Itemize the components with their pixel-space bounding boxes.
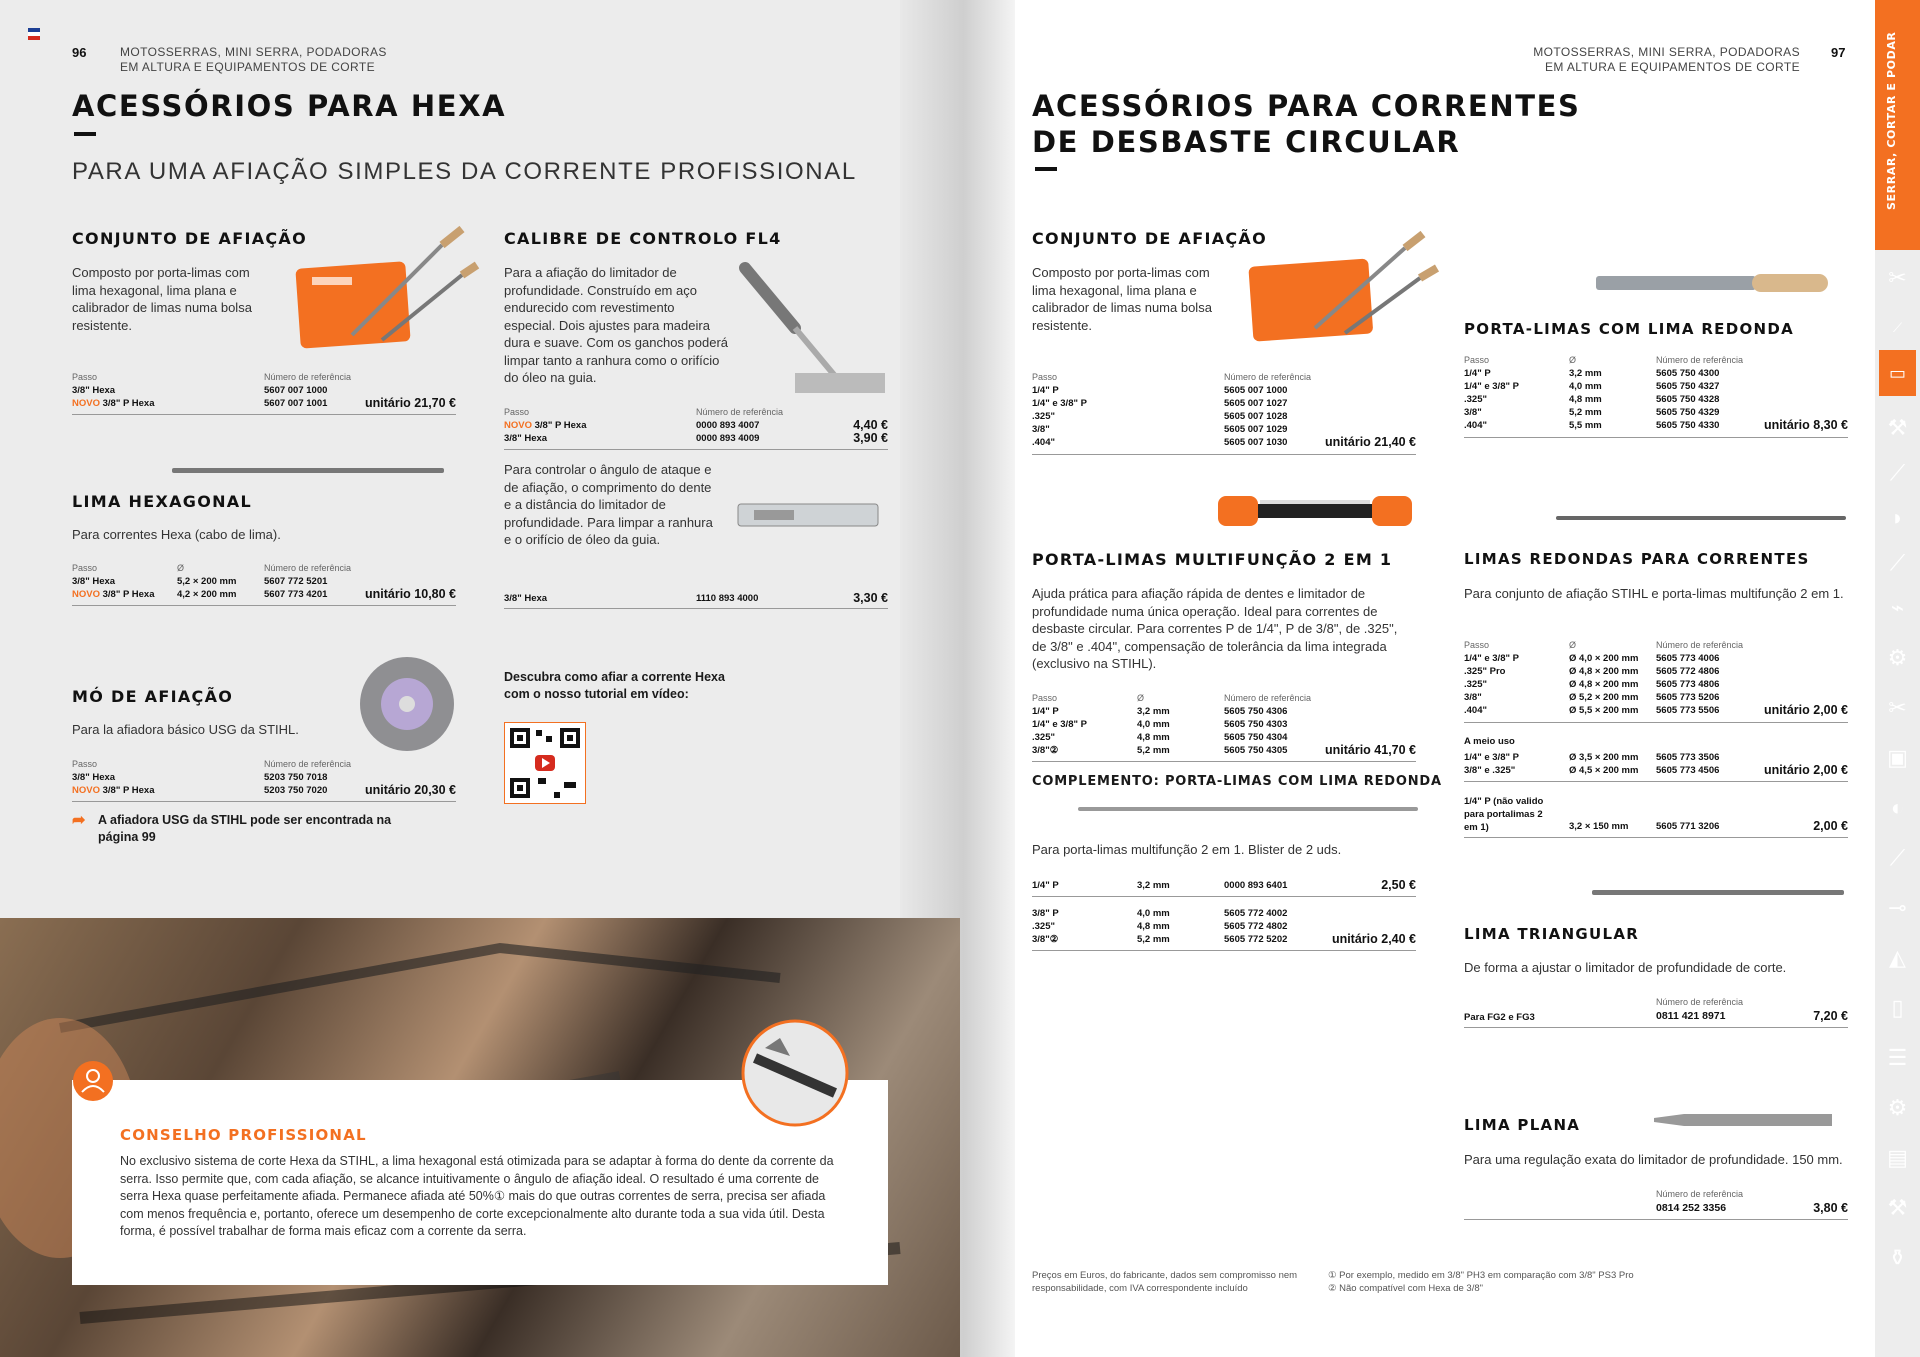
pro-tip-text: No exclusivo sistema de corte Hexa da STIHL, a lima hexagonal está otimizada para se adaptar à forma do dente da corrente da serra. Isso permite que, com cada afiação, se alcance intuitivamente o ângulo de afiação ideal. O resultado é uma corrente de serra Hexa quase perfeitamente afiada. Permanece afiada até 50%① mais do que outras correntes de serra, precisa ser afiada com menos frequência e, portanto, oferece um desempenho de corte excepcionalmente alto durante toda a sua vida útil. Desta forma, é possível trabalhar de forma mais eficaz com a corrente da serra. [120, 1154, 834, 1239]
product-table: Passo Número de referência NOVO 3/8" P Hexa 0000 893 4007 4,40 € 3/8" Hexa 0000 893 4009 3,90 € [504, 407, 888, 449]
section-desc: Para porta-limas multifunção 2 em 1. Blister de 2 uds. [1032, 842, 1342, 857]
section-desc: Para uma regulação exata do limitador de profundidade. 150 mm. [1464, 1152, 1843, 1167]
sharpening-kit-image [1245, 228, 1445, 348]
vacuum-icon[interactable]: ◐ [1890, 795, 1905, 820]
price: 3,90 € [853, 431, 888, 445]
section-desc: Para correntes Hexa (cabo de lima). [72, 527, 281, 542]
page-title-left: ACESSÓRIOS PARA HEXA [72, 89, 507, 123]
pro-tip-icon [72, 1060, 114, 1102]
section-title: COMPLEMENTO: PORTA-LIMAS COM LIMA REDONDA [1032, 774, 1442, 789]
section-desc: Composto por porta-limas com lima hexagonal, lima plana e calibrador de limas numa bolsa resistente. [72, 265, 252, 333]
price: 3,30 € [853, 591, 888, 605]
price: unitário 2,40 € [1331, 932, 1416, 946]
section-desc: Ajuda prática para afiação rápida de dentes e limitador de profundidade numa única operação. Ideal para correntes de desbaste circular. Para correntes P de 1/4", P de 3/8", de .325", de 3/8" e .404", compensação de tolerância da lima integrada (exclusivo na STIHL). [1032, 586, 1398, 671]
drill-icon[interactable]: ⊸ [1888, 895, 1907, 920]
triangular-file-image [1592, 890, 1844, 900]
pro-tip-title: CONSELHO PROFISSIONAL [120, 1126, 367, 1144]
product-table: Passo Ø Número de referência 1/4" P 3,2 mm 5605 750 4300 1/4" e 3/8" P 4,0 mm 5605 750 4327 .325" 4,8 mm 5605 750 4328 3/8" 5,2 mm 5605 750 4329 .404" 5,5 mm 5605 750 4330 unitário 8,30 € [1464, 355, 1848, 435]
section-desc: Para la afiadora básico USG da STIHL. [72, 722, 299, 737]
flag-icon [28, 28, 40, 40]
file-tool-icon-active[interactable]: ▭ [1879, 350, 1916, 396]
multi-file-holder-image [1210, 490, 1420, 532]
hedge-icon[interactable]: ⟋ [1889, 550, 1906, 575]
product-table: 1/4" P (não valido para portalimas 2 em 1) 3,2 × 150 mm 5605 771 3206 2,00 € [1464, 795, 1848, 837]
price: 4,40 € [853, 418, 888, 432]
file-image [172, 468, 444, 476]
gear-icon[interactable]: ⚙ [1887, 1095, 1908, 1120]
price: unitário 41,70 € [1324, 743, 1416, 757]
chain-closeup-image [740, 1018, 850, 1128]
trimmer-icon[interactable]: ⟋ [1889, 460, 1906, 485]
section-desc: De forma a ajustar o limitador de profundidade de corte. [1464, 960, 1787, 975]
cleaner-icon[interactable]: ▣ [1887, 745, 1908, 770]
section-desc: Para a afiação do limitador de profundidade. Construído em aço endurecido com revestimento especial. Dois ajustes para madeira dura e suave. Com os ganchos poderá limpar tanto a ranhura como o orifício do óleo na guia. [504, 265, 729, 385]
price: 3,80 € [1813, 1201, 1848, 1215]
file-holder-image [1592, 268, 1832, 298]
section-title: LIMAS REDONDAS PARA CORRENTES [1464, 550, 1810, 568]
running-header-right: MOTOSSERRAS, MINI SERRA, PODADORAS EM ALTURA E EQUIPAMENTOS DE CORTE [1533, 45, 1800, 74]
section-title: CALIBRE DE CONTROLO FL4 [504, 229, 782, 248]
product-table: 3/8" Hexa 1110 893 4000 3,30 € [504, 590, 888, 610]
footnotes: ① Por exemplo, medido em 3/8" PH3 em comparação com 3/8" PS3 Pro ② Não compatível com Hexa de 3/8" [1328, 1270, 1634, 1294]
section-title: PORTA-LIMAS COM LIMA REDONDA [1464, 320, 1795, 338]
price: unitário 20,30 € [364, 783, 456, 797]
product-table: 1/4" P 3,2 mm 0000 893 6401 2,50 € [1032, 877, 1416, 897]
product-table: Passo Número de referência 3/8" Hexa 5203 750 7018 NOVO 3/8" P Hexa 5203 750 7020 unitário 20,30 € [72, 759, 456, 801]
pruner-icon[interactable]: ⟋ [1892, 320, 1903, 335]
list-icon[interactable]: ☰ [1887, 1045, 1908, 1070]
product-table: Número de referência Para FG2 e FG3 0811 421 8971 7,20 € [1464, 997, 1848, 1027]
price: unitário 2,00 € [1763, 763, 1848, 777]
brush-icon[interactable]: ⌁ [1890, 595, 1905, 620]
page-number-right: 97 [1831, 45, 1846, 60]
price: 2,00 € [1813, 819, 1848, 833]
page-title-right: ACESSÓRIOS PARA CORRENTES DE DESBASTE CIRCULAR [1032, 89, 1581, 159]
section-desc: Para controlar o ângulo de ataque e de afiação, o comprimento do dente e a distância do limitador de profundidade. Para limpar a ranhura e o orifício de óleo da guia. [504, 462, 713, 547]
product-table: Passo Ø Número de referência 3/8" Hexa 5,2 × 200 mm 5607 772 5201 NOVO 3/8" P Hexa 4,2 × 200 mm 5607 773 4201 unitário 10,80 € [72, 563, 456, 605]
blower-icon[interactable]: ◗ [1890, 505, 1905, 530]
section-title: LIMA TRIANGULAR [1464, 925, 1640, 943]
product-table: Passo Ø Número de referência 1/4" e 3/8" P Ø 4,0 × 200 mm 5605 773 4006 .325" Pro Ø 4,8 × 200 mm 5605 772 4806 .325" Ø 4,8 × 200 mm 5605 773 4806 3/8" Ø 5,2 × 200 mm 5605 773 5206 .404" Ø 5,5 × 200 mm 5605 773 5506 unitário 2,00 € [1464, 640, 1848, 722]
product-table: Passo Número de referência 1/4" P 5605 007 1000 1/4" e 3/8" P 5605 007 1027 .325" 5605 007 1028 3/8" 5605 007 1029 .404" 5605 007 1030 unitário 21,40 € [1032, 372, 1416, 452]
video-tutorial-text: Descubra como afiar a corrente Hexa com o nosso tutorial em vídeo: [504, 670, 725, 701]
section-title: CONJUNTO DE AFIAÇÃO [1032, 229, 1268, 248]
sprayer-icon[interactable]: ⟋ [1889, 845, 1906, 870]
round-file-image [1078, 807, 1418, 815]
price: unitário 21,70 € [364, 396, 456, 410]
footnote-prices: Preços em Euros, do fabricante, dados sem compromisso nem responsabilidade, com IVA correspondente incluído [1032, 1270, 1298, 1294]
price: unitário 2,00 € [1763, 703, 1848, 717]
section-title: MÓ DE AFIAÇÃO [72, 687, 234, 706]
shears-icon[interactable]: ✂ [1888, 695, 1907, 720]
chapter-label: SERRAR, CORTAR E PODAR [1885, 31, 1898, 210]
round-file-image [1556, 516, 1846, 524]
section-title: LIMA HEXAGONAL [72, 492, 252, 511]
product-table: Passo Ø Número de referência 1/4" P 3,2 mm 5605 750 4306 1/4" e 3/8" P 4,0 mm 5605 750 4303 .325" 4,8 mm 5605 750 4304 3/8"② 5,2 mm 5605 750 4305 unitário 41,70 € [1032, 693, 1416, 757]
battery-icon[interactable]: ▯ [1891, 995, 1904, 1020]
product-table: 3/8" P 4,0 mm 5605 772 4002 .325" 4,8 mm 5605 772 4802 3/8"② 5,2 mm 5605 772 5202 unitário 2,40 € [1032, 906, 1416, 952]
section-desc: Composto por porta-limas com lima hexagonal, lima plana e calibrador de limas numa bolsa resistente. [1032, 265, 1212, 333]
product-table: Passo Número de referência 3/8" Hexa 5607 007 1000 NOVO 3/8" P Hexa 5607 007 1001 unitário 21,70 € [72, 372, 456, 412]
case-icon[interactable]: ▤ [1887, 1145, 1908, 1170]
section-desc: Para conjunto de afiação STIHL e porta-limas multifunção 2 em 1. [1464, 586, 1844, 601]
product-table: Número de referência 0814 252 3356 3,80 € [1464, 1189, 1848, 1219]
control-gauge-image [734, 500, 884, 530]
price: 7,20 € [1813, 1009, 1848, 1023]
price: 2,50 € [1381, 878, 1416, 892]
flat-file-image [1654, 1112, 1832, 1128]
section-title: CONJUNTO DE AFIAÇÃO [72, 229, 308, 248]
product-table: A meio uso 1/4" e 3/8" P Ø 3,5 × 200 mm 5605 773 3506 3/8" e .325" Ø 4,5 × 200 mm 5605 773 4506 unitário 2,00 € [1464, 736, 1848, 782]
title-dash [1035, 167, 1057, 171]
arrow-icon: ➦ [72, 812, 86, 829]
section-title: LIMA PLANA [1464, 1116, 1581, 1134]
qr-code-icon[interactable] [504, 722, 586, 804]
saw-icon[interactable]: ✂ [1888, 265, 1907, 290]
price: unitário 8,30 € [1763, 418, 1848, 432]
page-subtitle: PARA UMA AFIAÇÃO SIMPLES DA CORRENTE PROFISSIONAL [72, 158, 857, 185]
section-title: PORTA-LIMAS MULTIFUNÇÃO 2 EM 1 [1032, 550, 1393, 569]
page-reference-link[interactable]: A afiadora USG da STIHL pode ser encontrada na página 99 [98, 813, 392, 844]
running-header-left: MOTOSSERRAS, MINI SERRA, PODADORAS EM ALTURA E EQUIPAMENTOS DE CORTE [120, 45, 387, 74]
tractor-icon[interactable]: ◭ [1889, 945, 1906, 970]
chainsaw-icon[interactable]: ⚒ [1887, 415, 1908, 440]
mower-icon[interactable]: ⚙ [1887, 645, 1908, 670]
gauge-tool-image [735, 258, 890, 406]
grinding-wheel-image [358, 655, 456, 753]
bottle-icon[interactable]: ⚱ [1888, 1245, 1907, 1270]
sharpening-kit-image [292, 225, 482, 355]
wrench-icon[interactable]: ⚒ [1887, 1195, 1908, 1220]
page-number-left: 96 [72, 45, 87, 60]
price: unitário 10,80 € [364, 587, 456, 601]
price: unitário 21,40 € [1324, 435, 1416, 449]
title-dash [74, 132, 96, 136]
